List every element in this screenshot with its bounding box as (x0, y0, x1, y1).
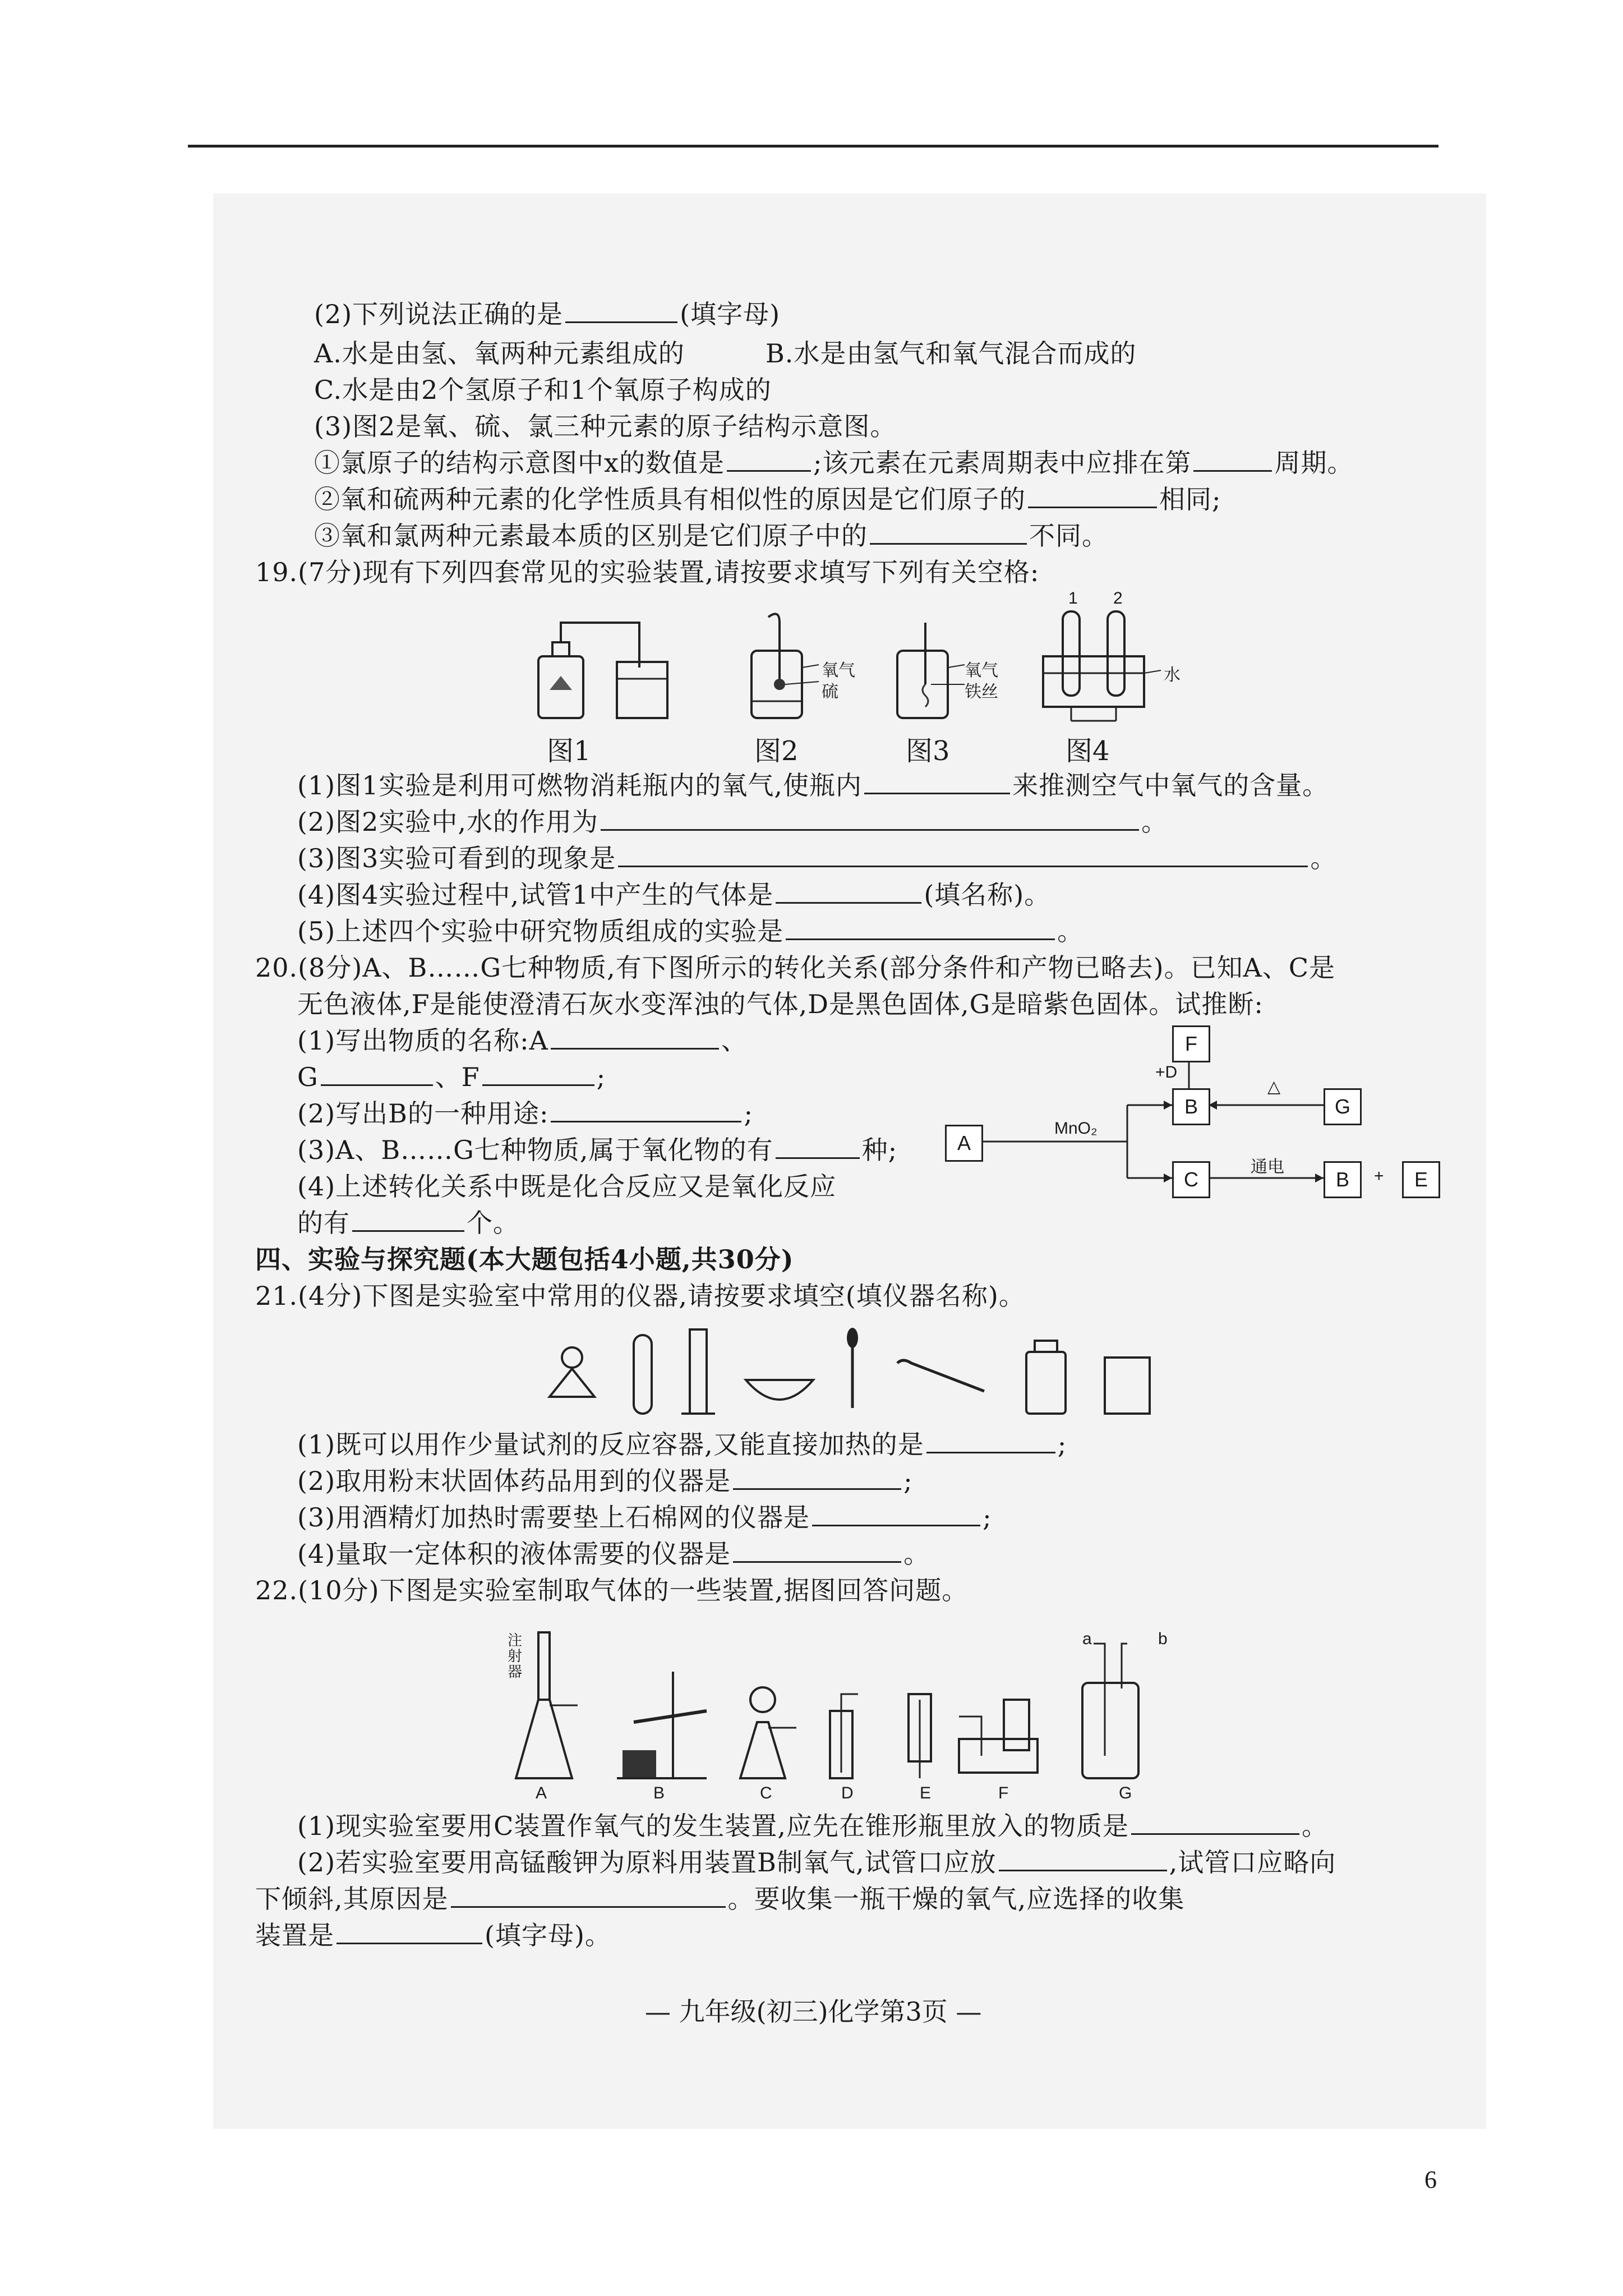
answer-blank[interactable] (870, 519, 1027, 545)
apparatus-c-funnel-flask (740, 1687, 796, 1778)
answer-blank[interactable] (551, 1024, 719, 1050)
fig4-water-label: 水 (1164, 666, 1181, 684)
q20-part1-cont: G 、F ; (297, 1062, 606, 1092)
q19-part5: (5)上述四个实验中研究物质组成的实验是 。 (297, 916, 1084, 946)
answer-blank[interactable] (321, 1061, 433, 1086)
answer-blank[interactable] (565, 298, 677, 323)
section-4-heading: 四、实验与探究题(本大题包括4小题,共30分) (255, 1244, 794, 1274)
apparatus-label-g: G (1119, 1784, 1132, 1802)
q19-part1: (1)图1实验是利用可燃物消耗瓶内的氧气,使瓶内 来推测空气中氧气的含量。 (297, 770, 1329, 800)
node-a: A (945, 1125, 983, 1162)
q20-part3: (3)A、B……G七种物质,属于氧化物的有 种; (297, 1135, 898, 1165)
q20-part4-cont: 的有 个。 (297, 1208, 519, 1238)
answer-blank[interactable] (618, 842, 1308, 867)
answer-blank[interactable] (926, 1428, 1055, 1453)
tube-a-label: a (1082, 1630, 1092, 1648)
answer-blank[interactable] (812, 1501, 980, 1526)
answer-blank[interactable] (1193, 447, 1272, 472)
q18-option-a: A.水是由氢、氧两种元素组成的 (314, 338, 685, 369)
q21-title: 21.(4分)下图是实验室中常用的仪器,请按要求填空(填仪器名称)。 (255, 1281, 1025, 1311)
syringe-label: 注射器 (508, 1632, 523, 1680)
answer-blank[interactable] (1028, 483, 1157, 508)
q22-part2-end: 装置是 (填字母)。 (255, 1920, 611, 1950)
fig2-label-oxygen: 氧气 (822, 661, 855, 680)
q22-part2: (2)若实验室要用高锰酸钾为原料用装置B制氧气,试管口应放 ,试管口应略向 (297, 1847, 1336, 1878)
dropper-icon (847, 1328, 858, 1408)
node-f: F (1172, 1025, 1210, 1062)
node-e: E (1402, 1161, 1440, 1198)
apparatus-g-gas-washing-bottle (1082, 1644, 1138, 1778)
apparatus-label-c: C (760, 1784, 772, 1802)
answer-blank[interactable] (451, 1883, 726, 1908)
node-c: C (1172, 1161, 1210, 1198)
q21-part4: (4)量取一定体积的液体需要的仪器是 。 (297, 1539, 930, 1569)
tube-b-label: b (1158, 1630, 1168, 1648)
q20-part4: (4)上述转化关系中既是化合反应又是氧化反应 (297, 1171, 837, 1202)
q22-part1: (1)现实验室要用C装置作氧气的发生装置,应先在锥形瓶里放入的物质是 。 (297, 1811, 1328, 1841)
plus-d-label: +D (1155, 1063, 1178, 1082)
answer-blank[interactable] (999, 1846, 1167, 1871)
apparatus-label-a: A (536, 1784, 547, 1802)
plus-sign: + (1374, 1167, 1384, 1185)
answer-blank[interactable] (733, 1538, 901, 1563)
q19-title: 19.(7分)现有下列四套常见的实验装置,请按要求填写下列有关空格: (255, 557, 1040, 587)
catalyst-label: MnO₂ (1054, 1119, 1098, 1138)
fig4-tube2-label: 2 (1113, 589, 1123, 608)
fig4-electrolysis-apparatus (1032, 595, 1172, 729)
q18-part3-1: ①氯原子的结构示意图中x的数值是 ;该元素在元素周期表中应排在第 周期。 (314, 448, 1354, 478)
apparatus-f-water-displacement (959, 1700, 1038, 1773)
apparatus-label-e: E (920, 1784, 932, 1802)
q18-part3-3: ③氧和氯两种元素最本质的区别是它们原子中的 不同。 (314, 521, 1108, 551)
fig4-caption: 图4 (1066, 735, 1110, 767)
crucible-tongs-on-triangle-icon (550, 1347, 594, 1397)
answer-blank[interactable] (776, 878, 921, 904)
apparatus-e-downward-collection (909, 1694, 931, 1778)
node-b2: B (1324, 1161, 1362, 1198)
q18-part2: (2)下列说法正确的是 (填字母) (314, 299, 781, 329)
q20-part2: (2)写出B的一种用途: ; (297, 1098, 753, 1129)
q19-part3: (3)图3实验可看到的现象是 。 (297, 843, 1337, 873)
electrolysis-label: 通电 (1251, 1158, 1284, 1176)
q20-part1: (1)写出物质的名称:A 、 (297, 1025, 748, 1056)
answer-blank[interactable] (601, 806, 1139, 831)
apparatus-label-b: B (653, 1784, 665, 1802)
evaporating-dish-icon (746, 1380, 813, 1400)
q22-title: 22.(10分)下图是实验室制取气体的一些装置,据图回答问题。 (255, 1575, 969, 1605)
answer-blank[interactable] (1131, 1810, 1299, 1835)
fig2-label-sulfur: 硫 (822, 683, 838, 701)
q20-title-cont: 无色液体,F是能使澄清石灰水变浑浊的气体,D是黑色固体,G是暗紫色固体。试推断: (297, 989, 1264, 1019)
q19-part2: (2)图2实验中,水的作用为 。 (297, 807, 1168, 837)
medicine-spoon-icon (897, 1360, 984, 1391)
beaker-icon (1105, 1358, 1150, 1414)
q19-part4: (4)图4实验过程中,试管1中产生的气体是 (填名称)。 (297, 880, 1051, 910)
fig1-caption: 图1 (547, 735, 591, 767)
q18-part3-2: ②氧和硫两种元素的化学性质具有相似性的原因是它们原子的 相同; (314, 484, 1221, 514)
fig1-apparatus (522, 606, 679, 729)
apparatus-label-d: D (841, 1784, 854, 1802)
q21-part1: (1)既可以用作少量试剂的反应容器,又能直接加热的是 ; (297, 1429, 1067, 1460)
answer-blank[interactable] (482, 1061, 594, 1086)
fig3-caption: 图3 (906, 735, 950, 767)
q22-apparatus-row (494, 1627, 1195, 1789)
answer-blank[interactable] (336, 1919, 482, 1944)
q20-title: 20.(8分)A、B……G七种物质,有下图所示的转化关系(部分条件和产物已略去)。已知A、C是 (255, 953, 1336, 983)
fig4-tube1-label: 1 (1068, 589, 1078, 608)
q21-part2: (2)取用粉末状固体药品用到的仪器是 ; (297, 1466, 913, 1496)
q18-option-c: C.水是由2个氢原子和1个氧原子构成的 (314, 375, 772, 405)
graduated-cylinder-icon (681, 1329, 715, 1414)
answer-blank[interactable] (786, 915, 1055, 940)
q18-option-b: B.水是由氢气和氧气混合而成的 (766, 338, 1137, 369)
heat-label: △ (1267, 1078, 1281, 1096)
q22-part2-cont: 下倾斜,其原因是 。要收集一瓶干燥的氧气,应选择的收集 (255, 1884, 1185, 1914)
answer-blank[interactable] (864, 769, 1010, 794)
fig3-label-iron-wire: 铁丝 (965, 683, 998, 701)
apparatus-b-heating-setup (617, 1672, 707, 1778)
answer-blank[interactable] (551, 1097, 741, 1122)
answer-blank[interactable] (776, 1134, 860, 1159)
answer-blank[interactable] (727, 447, 811, 472)
fig2-caption: 图2 (754, 735, 799, 767)
apparatus-d-upward-collection (830, 1694, 858, 1778)
node-g: G (1324, 1088, 1362, 1125)
wide-mouth-bottle-icon (1026, 1341, 1066, 1414)
test-tube-icon (634, 1335, 652, 1414)
q18-part3: (3)图2是氧、硫、氯三种元素的原子结构示意图。 (314, 411, 897, 441)
fig3-label-oxygen: 氧气 (965, 661, 998, 680)
apparatus-label-f: F (998, 1784, 1009, 1802)
page-number: 6 (1424, 2166, 1437, 2193)
q21-part3: (3)用酒精灯加热时需要垫上石棉网的仪器是 ; (297, 1502, 992, 1533)
page-footer: — 九年级(初三)化学第3页 — (645, 1996, 982, 2027)
header-rule (188, 145, 1438, 148)
answer-blank[interactable] (733, 1465, 901, 1490)
answer-blank[interactable] (352, 1207, 464, 1232)
q21-instruments-row (538, 1318, 1189, 1419)
node-b: B (1172, 1088, 1210, 1125)
